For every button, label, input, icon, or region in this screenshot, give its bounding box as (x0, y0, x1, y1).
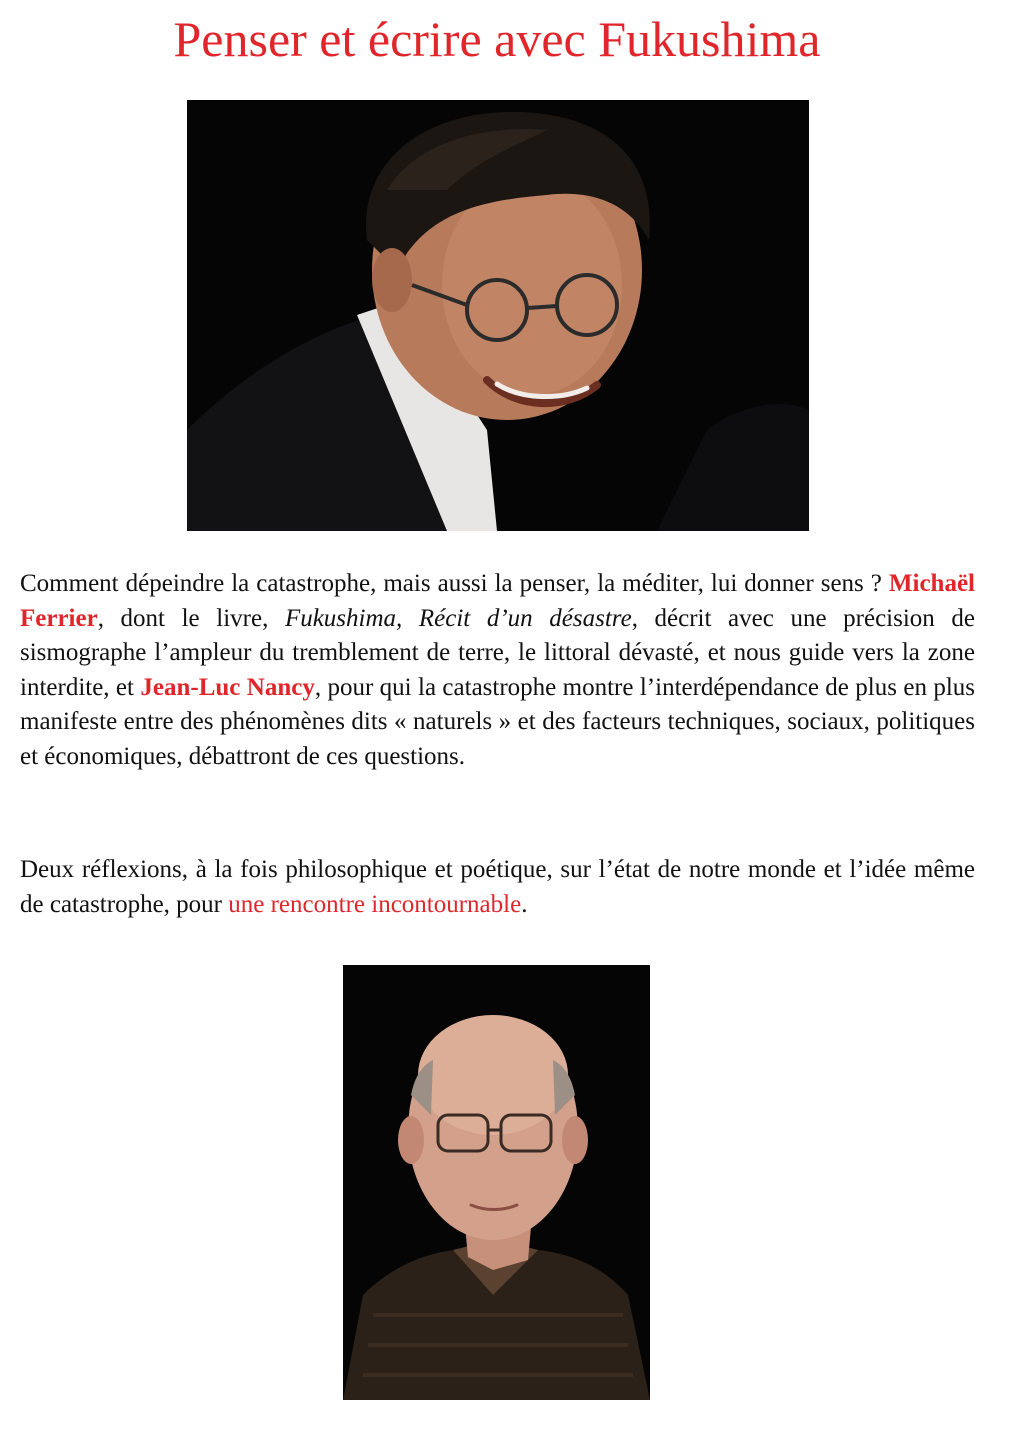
speaker-name-michael-ferrier: Michaël Ferrier (20, 570, 975, 632)
intro-paragraph (20, 567, 975, 774)
portrait-photo-jean-luc-nancy (343, 965, 650, 1400)
speaker-name-jean-luc-nancy: Jean-Luc Nancy (140, 673, 315, 701)
closing-text: Deux réflexions, à la fois philosophique et poétique, sur l’état de notre monde et l’idée même de catastrophe, pour (20, 856, 975, 918)
book-title: Fukushima, Récit d’un désastre (284, 604, 632, 632)
intro-text: Comment dépeindre la catastrophe, mais aussi la penser, la méditer, lui donner sens ? (20, 570, 889, 597)
highlight-text: une rencontre incontournable (228, 890, 522, 918)
intro-text: , dont le livre, (97, 604, 285, 632)
closing-text: . (521, 890, 528, 918)
page-title: Penser et écrire avec Fukushima (173, 11, 821, 67)
closing-paragraph (20, 853, 975, 922)
intro-text: , décrit avec une précision de sismographe l’ampleur du tremblement de terre, le littoral dévasté, et nous guide vers la zone interdite, et (20, 604, 975, 701)
intro-text: , pour qui la catastrophe montre l’interdépendance de plus en plus manifeste entre des phénomènes dits « naturels » et des facteurs techniques, sociaux, politiques et économiques, débattront de ces questions. (20, 673, 975, 770)
portrait-photo-michael-ferrier (187, 100, 809, 531)
